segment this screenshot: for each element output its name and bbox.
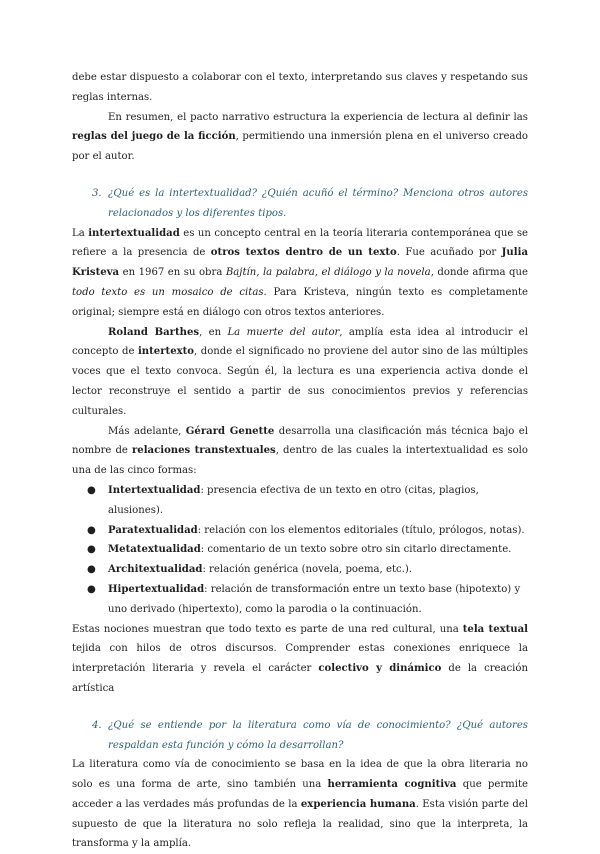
paragraph-barthes [72, 323, 528, 422]
text-run: La literatura como vía de conocimiento se basa en la idea de que la obra literaria no solo es una forma de arte, sino también una [72, 759, 528, 791]
list-item [72, 580, 528, 620]
text-run: Estas nociones muestran que todo texto es parte de una red cultural, una [72, 623, 463, 635]
text-run: , en [199, 326, 228, 338]
text-run: , donde el significado no proviene del autor sino de las múltiples voces que el texto convoca. Según él, la lectura es una experiencia activa donde el lector reconstruye el sentido a partir de sus conocimientos previos y referencias culturales. [72, 346, 529, 417]
list-item [72, 560, 528, 580]
text-run: Más adelante, [108, 425, 186, 437]
text-run: , donde afirma que [430, 267, 528, 279]
text-run: es un concepto central en la teoría literaria contemporánea que se refiere a la presencia de [72, 227, 528, 259]
text-run: , dentro de las cuales la intertextualidad es solo una de las cinco formas: [72, 445, 528, 477]
text-run: debe estar dispuesto a colaborar con el texto, interpretando sus claves y respetando sus reglas internas. [72, 72, 528, 103]
text-run: , amplía esta idea al introducir el concepto de [72, 326, 528, 358]
text-run: La [72, 227, 89, 239]
paragraph-literatura [72, 755, 528, 854]
bullet-icon: ● [87, 484, 96, 496]
transtextual-list [72, 481, 528, 620]
italic-title: La muerte del autor [227, 326, 340, 338]
text-run: tejida con hilos de otros discursos. Comprender estas conexiones enriquece la interpretación literaria y revela el carácter [72, 643, 528, 675]
question-number: 4. [92, 719, 102, 731]
question-text: ¿Qué es la intertextualidad? ¿Quién acuñó el término? Menciona otros autores relacionados y los diferentes tipos. [108, 187, 528, 219]
text-run: de la creación artística [72, 663, 528, 694]
paragraph-kristeva [72, 224, 528, 323]
list-item [72, 481, 528, 521]
list-desc: : relación con los elementos editoriales (título, prólogos, notas). [197, 524, 525, 536]
italic-title: Bajtín, la palabra, el diálogo y la novela [225, 267, 431, 279]
italic-quote: todo texto es un mosaico de citas [72, 286, 264, 298]
text-run: , permitiendo una inmersión plena en el universo creado por el autor. [72, 131, 528, 163]
paragraph-genette [72, 422, 528, 481]
text-run: desarrolla una clasificación más técnica bajo el nombre de [72, 425, 528, 457]
bold-term: Julia Kristeva [72, 247, 528, 279]
bold-term: otros textos dentro de un texto [210, 247, 397, 259]
paragraph-intro [72, 68, 528, 108]
bold-term: intertexto [137, 346, 195, 358]
list-term: Hipertextualidad [108, 583, 205, 595]
bold-term: tela textual [462, 623, 529, 635]
bullet-icon: ● [87, 544, 96, 556]
text-run: . Fue acuñado por [396, 247, 502, 259]
bold-term: intertextualidad [88, 227, 180, 239]
text-run: . Esta visión parte del supuesto de que la literatura no solo refleja la realidad, sino que la interpreta, la transforma y la amplía. [72, 798, 528, 850]
list-item [72, 521, 528, 541]
bold-term: experiencia humana [300, 798, 416, 810]
text-run: . Para Kristeva, ningún texto es completamente original; siempre está en diálogo con otros textos anteriores. [72, 286, 528, 318]
bullet-icon: ● [87, 564, 96, 576]
list-term: Paratextualidad [108, 524, 198, 536]
text-run: en 1967 en su obra [119, 267, 226, 279]
list-desc: : presencia efectiva de un texto en otro (citas, plagios, alusiones). [108, 484, 479, 516]
document-body [72, 68, 528, 854]
bold-term: relaciones transtextuales [131, 445, 276, 457]
list-desc: : relación de transformación entre un texto base (hipotexto) y uno derivado (hipertexto), como la parodia o la continuación. [108, 583, 521, 615]
bold-term: Roland Barthes [108, 326, 200, 338]
list-term: Metatextualidad [108, 544, 201, 556]
question-heading-3 [72, 184, 528, 224]
list-item [72, 540, 528, 560]
list-term: Architextualidad [108, 564, 203, 576]
paragraph-nociones [72, 620, 528, 699]
bold-term: reglas del juego de la ficción [72, 131, 236, 143]
question-text: ¿Qué se entiende por la literatura como vía de conocimiento? ¿Qué autores respaldan esta función y cómo la desarrollan? [108, 719, 528, 751]
bold-term: herramienta cognitiva [327, 779, 457, 791]
text-run: que permite acceder a las verdades más profundas de la [72, 779, 528, 810]
bold-term: colectivo y dinámico [318, 663, 442, 675]
text-run: En resumen, el pacto narrativo estructura la experiencia de lectura al definir las [108, 111, 528, 123]
list-desc: : comentario de un texto sobre otro sin citarlo directamente. [200, 544, 512, 556]
question-heading-4 [72, 716, 528, 756]
question-number: 3. [92, 187, 102, 199]
bold-term: Gérard Genette [185, 425, 275, 437]
bullet-icon: ● [87, 583, 96, 595]
paragraph-resumen [72, 108, 528, 167]
bullet-icon: ● [87, 524, 96, 536]
list-desc: : relación genérica (novela, poema, etc.). [202, 564, 413, 576]
list-term: Intertextualidad [108, 484, 201, 496]
